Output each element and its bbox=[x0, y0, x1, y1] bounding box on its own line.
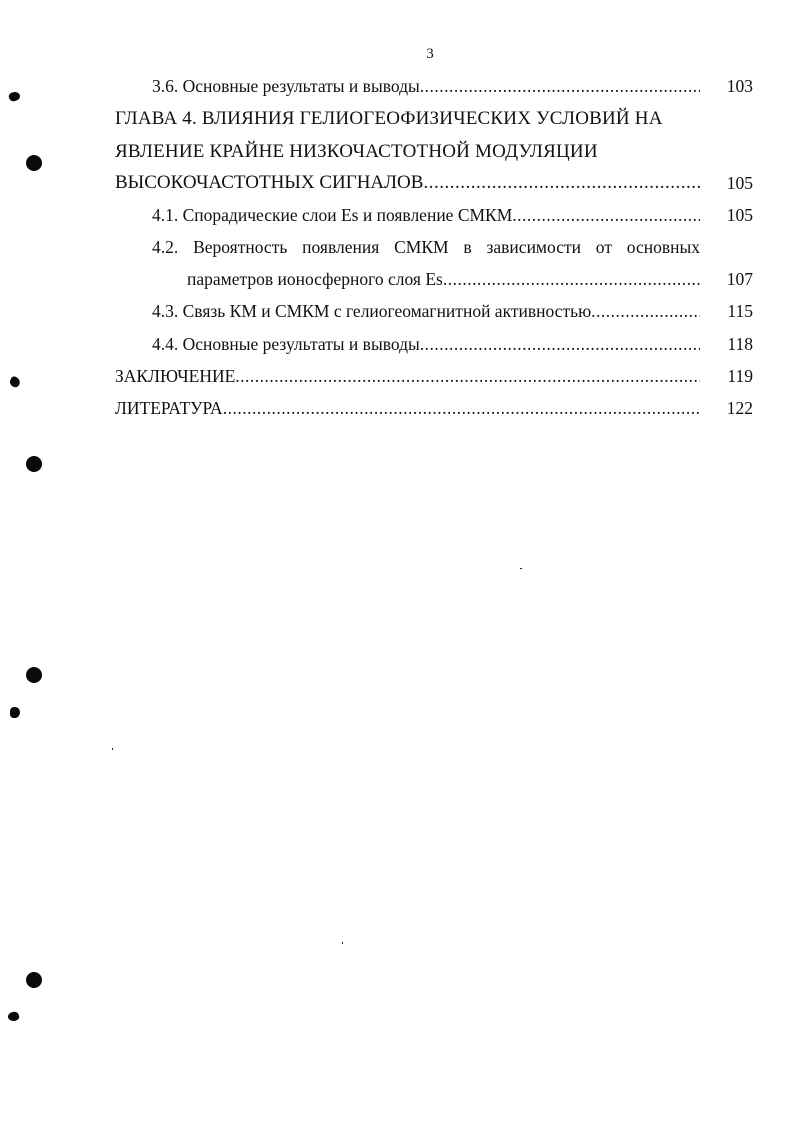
toc-leader-dots bbox=[420, 333, 700, 355]
toc-entry-title: 4.1. Спорадические слои Es и появление СМКМ bbox=[152, 205, 513, 225]
toc-entry-page: 115 bbox=[727, 301, 753, 321]
page-number: 3 bbox=[426, 46, 434, 62]
toc-leader-dots bbox=[420, 75, 700, 97]
chapter-4-title-line-3: ВЫСОКОЧАСТОТНЫХ СИГНАЛОВ bbox=[115, 172, 424, 193]
ink-blot-mark bbox=[7, 1011, 20, 1023]
toc-entry-page: 105 bbox=[726, 173, 753, 193]
toc-entry-page: 118 bbox=[727, 334, 753, 354]
toc-entry-4-4[interactable] bbox=[152, 333, 753, 355]
ink-blot-mark bbox=[10, 707, 20, 718]
toc-entry-literature[interactable] bbox=[115, 397, 753, 419]
chapter-4-title-line-2[interactable]: ЯВЛЕНИЕ КРАЙНЕ НИЗКОЧАСТОТНОЙ МОДУЛЯЦИИ bbox=[115, 141, 598, 162]
binder-hole-mark bbox=[26, 972, 42, 988]
toc-entry-title: 4.4. Основные результаты и выводы bbox=[152, 334, 420, 354]
toc-leader-dots bbox=[223, 397, 700, 419]
toc-leader-dots bbox=[443, 268, 700, 290]
toc-entry-page: 105 bbox=[726, 205, 753, 225]
toc-entry-title: ЗАКЛЮЧЕНИЕ bbox=[115, 366, 236, 386]
toc-entry-page: 103 bbox=[726, 76, 753, 96]
scan-speck bbox=[112, 748, 113, 750]
toc-entry-title: 4.3. Связь КМ и СМКМ с гелиогеомагнитной активностью bbox=[152, 301, 592, 321]
toc-entry-4-2[interactable] bbox=[187, 268, 753, 290]
chapter-4-title-line-1[interactable]: ГЛАВА 4. ВЛИЯНИЯ ГЕЛИОГЕОФИЗИЧЕСКИХ УСЛОВИЙ НА bbox=[115, 108, 663, 129]
binder-hole-mark bbox=[26, 155, 42, 171]
toc-entry-page: 122 bbox=[726, 398, 753, 418]
toc-entry-page: 107 bbox=[726, 269, 753, 289]
toc-entry-title: параметров ионосферного слоя Es bbox=[187, 269, 443, 289]
toc-leader-dots bbox=[591, 300, 700, 322]
scan-speck bbox=[342, 942, 343, 944]
toc-entry-4-3[interactable] bbox=[152, 300, 753, 322]
toc-entry-4-1[interactable] bbox=[152, 204, 753, 226]
ink-blot-mark bbox=[8, 90, 21, 102]
toc-entry-page: 119 bbox=[727, 366, 753, 386]
toc-entry-4-2-line-1[interactable]: 4.2. Вероятность появления СМКМ в зависимости от основных bbox=[152, 237, 700, 257]
toc-entry-3-6[interactable] bbox=[152, 75, 753, 97]
toc-leader-dots bbox=[512, 204, 700, 226]
toc-entry-title: 3.6. Основные результаты и выводы bbox=[152, 76, 420, 96]
toc-leader-dots bbox=[423, 172, 700, 194]
toc-entry-title: ЛИТЕРАТУРА bbox=[115, 398, 223, 418]
scan-speck bbox=[520, 568, 522, 569]
binder-hole-mark bbox=[26, 456, 42, 472]
toc-entry-chapter-4[interactable] bbox=[115, 172, 753, 194]
toc-entry-conclusion[interactable] bbox=[115, 365, 753, 387]
ink-blot-mark bbox=[8, 375, 21, 388]
binder-hole-mark bbox=[26, 667, 42, 683]
toc-leader-dots bbox=[235, 365, 700, 387]
